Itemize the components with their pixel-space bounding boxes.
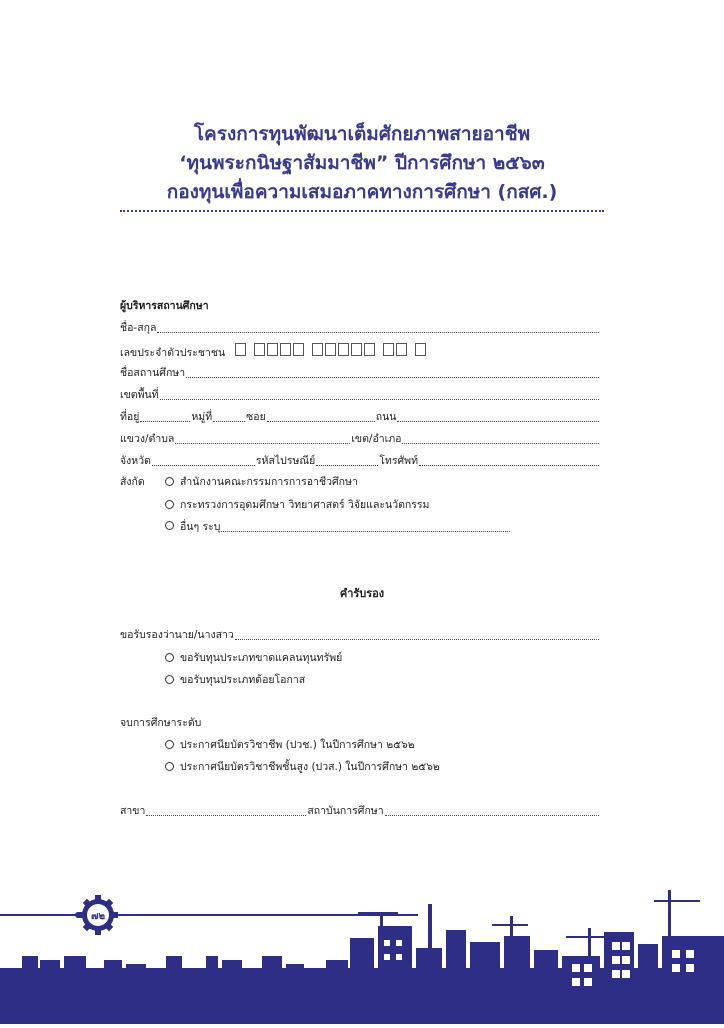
id-field[interactable] — [120, 343, 600, 359]
province-label: จังหวัด — [120, 455, 151, 467]
title-line-1: โครงการทุนพัฒนาเต็มศักยภาพสายอาชีพ — [193, 123, 531, 145]
major-label: สาขา — [120, 805, 146, 817]
city-skyline — [0, 860, 724, 1024]
province-row — [120, 453, 600, 469]
id-boxes[interactable] — [235, 343, 428, 356]
id-label: เลขประจำตัวประชาชน — [120, 347, 226, 359]
name-field[interactable] — [120, 320, 600, 336]
radio-icon[interactable] — [165, 477, 174, 486]
certify-name-field[interactable] — [120, 627, 600, 643]
radio-icon[interactable] — [165, 740, 174, 749]
graduation-option-2[interactable]: ประกาศนียบัตรวิชาชีพชั้นสูง (ปวส.) ในปีการศึกษา ๒๕๖๒ — [165, 759, 440, 775]
soi-label: ซอย — [246, 411, 266, 423]
institution-label: สถาบันการศึกษา — [307, 805, 384, 817]
admin-heading: ผู้บริหารสถานศึกษา — [120, 300, 209, 312]
certification-heading: คำรับรอง — [339, 587, 385, 600]
affiliation-option-2[interactable]: กระทรวงการอุดมศึกษา วิทยาศาสตร์ วิจัยและนวัตกรรม — [165, 497, 429, 513]
title-separator — [120, 210, 604, 212]
title-line-3: กองทุนเพื่อความเสมอภาคทางการศึกษา (กสศ.) — [166, 181, 558, 203]
affiliation-label: สังกัด — [120, 476, 145, 488]
area-label: เขตพื้นที่ — [120, 389, 159, 401]
page-number: ๗๒ — [90, 911, 106, 922]
road-label: ถนน — [375, 411, 397, 423]
certify-label: ขอรับรองว่านาย/นางสาว — [120, 629, 234, 641]
radio-icon[interactable] — [165, 653, 174, 662]
radio-icon[interactable] — [165, 675, 174, 684]
name-label: ชื่อ-สกุล — [120, 322, 157, 334]
area-field[interactable] — [120, 387, 600, 403]
postcode-label: รหัสไปรษณีย์ — [255, 455, 316, 467]
school-field[interactable] — [120, 365, 600, 381]
subdistrict-row — [120, 431, 600, 447]
phone-label: โทรศัพท์ — [379, 455, 419, 467]
school-label: ชื่อสถานศึกษา — [120, 367, 186, 379]
graduation-label: จบการศึกษาระดับ — [120, 717, 202, 729]
radio-icon[interactable] — [165, 521, 174, 530]
scholarship-option-2[interactable]: ขอรับทุนประเภทด้อยโอกาส — [165, 672, 305, 688]
scholarship-option-1[interactable]: ขอรับทุนประเภทขาดแคลนทุนทรัพย์ — [165, 650, 342, 666]
address-label: ที่อยู่ — [120, 411, 140, 423]
major-row — [120, 803, 600, 819]
radio-icon[interactable] — [165, 500, 174, 509]
footer-skyline — [0, 860, 724, 1024]
address-row — [120, 409, 600, 425]
affiliation-option-3[interactable]: อื่นๆ ระบุ — [165, 519, 511, 535]
moo-label: หมู่ที่ — [191, 411, 213, 423]
radio-icon[interactable] — [165, 762, 174, 771]
title-line-2: ‘ทุนพระกนิษฐาสัมมาชีพ” ปีการศึกษา ๒๕๖๓ — [179, 152, 545, 174]
subdistrict-label: แขวง/ตำบล — [120, 433, 175, 445]
graduation-option-1[interactable]: ประกาศนียบัตรวิชาชีพ (ปวช.) ในปีการศึกษา ๒๕๖๒ — [165, 737, 415, 753]
affiliation-option-1[interactable]: สำนักงานคณะกรรมการการอาชีวศึกษา — [165, 474, 358, 490]
district-label: เขต/อำเภอ — [351, 433, 402, 445]
